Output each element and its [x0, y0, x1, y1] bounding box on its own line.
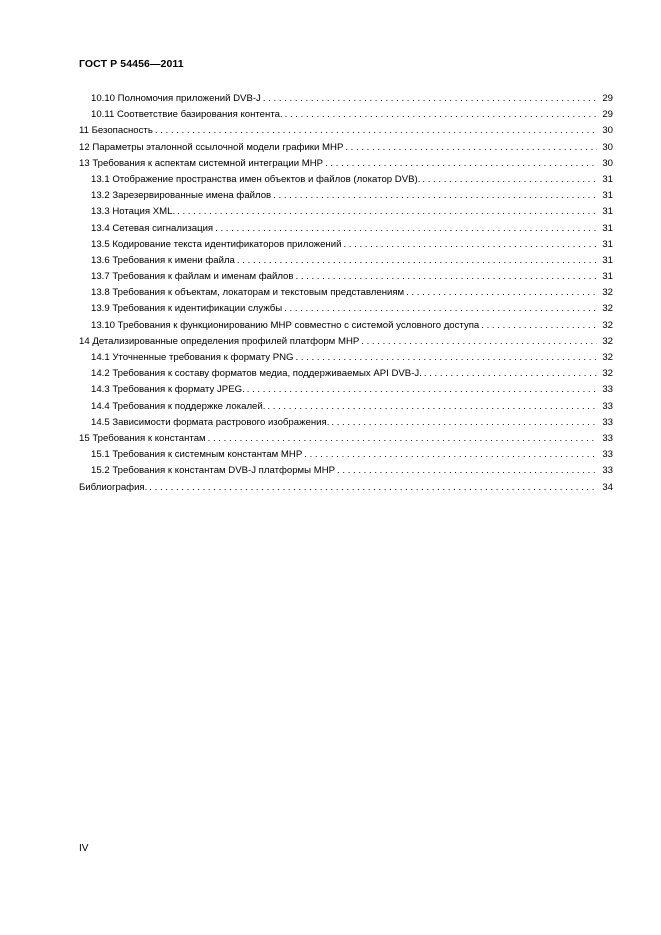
- toc-entry-title: 14.2 Требования к составу форматов медиа, поддерживаемых API DVB-J.: [91, 368, 422, 380]
- toc-entry-page: 29: [602, 93, 613, 104]
- toc-entry: [79, 140, 613, 156]
- toc-entry: [79, 447, 613, 463]
- toc-entry-page: 31: [602, 271, 613, 283]
- toc-entry: [79, 285, 613, 301]
- toc-leader-dots: [237, 253, 597, 269]
- toc-entry: [79, 107, 613, 123]
- toc-entry-title: 12 Параметры эталонной ссылочной модели графики МНР: [79, 141, 344, 153]
- toc-entry: [79, 463, 613, 479]
- toc-leader-dots: [247, 382, 597, 398]
- toc-entry: [79, 204, 613, 220]
- toc-entry: [79, 123, 613, 139]
- toc-entry-page: 31: [602, 222, 613, 234]
- toc-entry-page: 31: [602, 173, 613, 185]
- toc-entry-title: 10.11 Соответствие базирования контента.: [91, 109, 283, 121]
- toc-leader-dots: [155, 123, 597, 139]
- toc-entry-title: 15.2 Требования к константам DVB-J платформы МНР: [91, 465, 336, 477]
- table-of-contents: [79, 91, 613, 496]
- toc-leader-dots: [295, 269, 597, 285]
- toc-entry-title: 13.1 Отображение пространства имен объектов и файлов (локатор DVB).: [91, 173, 421, 185]
- toc-entry-page: 32: [602, 319, 613, 331]
- toc-leader-dots: [345, 140, 597, 156]
- toc-leader-dots: [177, 204, 597, 220]
- toc-leader-dots: [304, 447, 597, 463]
- toc-leader-dots: [285, 107, 597, 123]
- toc-entry: [79, 350, 613, 366]
- page-number: IV: [79, 843, 89, 854]
- toc-entry-page: 33: [602, 384, 613, 396]
- toc-entry-title: 14.5 Зависимости формата растрового изображения.: [91, 416, 330, 428]
- toc-entry-page: 33: [602, 465, 613, 477]
- toc-entry-title: 13.5 Кодирование текста идентификаторов приложений: [91, 238, 342, 250]
- toc-entry-title: Библиография.: [79, 481, 148, 493]
- toc-entry-title: 13.10 Требования к функционированию МНР совместно с системой условного доступа: [91, 319, 480, 331]
- toc-entry: [79, 269, 613, 285]
- toc-entry-page: 33: [602, 449, 613, 461]
- toc-leader-dots: [296, 350, 598, 366]
- toc-entry-page: 32: [602, 287, 613, 299]
- toc-entry: [79, 172, 613, 188]
- toc-entry-title: 13.7 Требования к файлам и именам файлов: [91, 271, 294, 283]
- toc-entry: [79, 221, 613, 237]
- toc-entry-title: 14.4 Требования к поддержке локалей.: [91, 400, 266, 412]
- toc-entry: [79, 415, 613, 431]
- toc-leader-dots: [343, 237, 597, 253]
- toc-entry-title: 15.1 Требования к системным константам МНР: [91, 449, 303, 461]
- toc-entry: [79, 318, 613, 334]
- toc-leader-dots: [337, 463, 597, 479]
- toc-leader-dots: [406, 285, 597, 301]
- toc-entry: [79, 366, 613, 382]
- toc-leader-dots: [422, 172, 597, 188]
- toc-entry-page: 29: [602, 109, 613, 121]
- toc-entry-page: 32: [602, 335, 613, 347]
- toc-entry: [79, 237, 613, 253]
- toc-entry: [79, 301, 613, 317]
- toc-entry: [79, 156, 613, 172]
- toc-entry-page: 31: [602, 238, 613, 250]
- toc-entry: [79, 431, 613, 447]
- toc-entry-title: 11 Безопасность: [79, 125, 153, 137]
- toc-entry-title: 13.3 Нотация XML.: [91, 206, 176, 218]
- toc-entry-page: 33: [602, 432, 613, 444]
- toc-leader-dots: [208, 431, 597, 447]
- toc-leader-dots: [284, 301, 597, 317]
- toc-leader-dots: [325, 156, 597, 172]
- toc-entry-page: 34: [602, 481, 613, 493]
- document-header: ГОСТ Р 54456—2011: [79, 58, 184, 70]
- toc-entry-title: 13 Требования к аспектам системной интеграции МНР: [79, 157, 324, 169]
- toc-entry-page: 32: [602, 352, 613, 363]
- toc-entry-page: 33: [602, 400, 613, 412]
- toc-entry-page: 32: [602, 303, 613, 315]
- toc-leader-dots: [361, 334, 597, 350]
- toc-entry-page: 31: [602, 254, 613, 266]
- toc-entry: [79, 399, 613, 415]
- toc-entry-title: 13.9 Требования к идентификации службы: [91, 303, 283, 315]
- toc-entry-title: 15 Требования к константам: [79, 432, 206, 444]
- toc-entry-page: 33: [602, 416, 613, 428]
- toc-entry-page: 30: [602, 141, 613, 153]
- toc-entry-title: 13.6 Требования к имени файла: [91, 254, 235, 266]
- toc-leader-dots: [267, 399, 597, 415]
- toc-entry: [79, 91, 613, 107]
- toc-entry-title: 13.4 Сетевая сигнализация: [91, 222, 214, 234]
- toc-leader-dots: [263, 91, 597, 107]
- toc-entry: [79, 382, 613, 398]
- toc-entry-page: 30: [602, 157, 613, 169]
- toc-entry-title: 14.3 Требования к формату JPEG.: [91, 384, 245, 396]
- toc-leader-dots: [331, 415, 597, 431]
- toc-entry-page: 30: [602, 125, 613, 137]
- toc-leader-dots: [424, 366, 597, 382]
- toc-leader-dots: [149, 480, 597, 496]
- toc-entry-title: 13.8 Требования к объектам, локаторам и текстовым представлениям: [91, 287, 405, 299]
- toc-leader-dots: [215, 221, 597, 237]
- toc-entry-page: 31: [602, 190, 613, 202]
- toc-entry-title: 10.10 Полномочия приложений DVB-J: [91, 93, 261, 104]
- toc-entry-page: 32: [602, 368, 613, 380]
- toc-leader-dots: [481, 318, 597, 334]
- toc-entry: [79, 253, 613, 269]
- toc-entry: [79, 480, 613, 496]
- toc-entry-title: 13.2 Зарезервированные имена файлов: [91, 190, 272, 202]
- toc-entry-title: 14 Детализированные определения профилей платформ МНР: [79, 335, 360, 347]
- toc-entry: [79, 334, 613, 350]
- toc-entry-page: 31: [602, 206, 613, 218]
- toc-entry-title: 14.1 Уточненные требования к формату PNG: [91, 352, 294, 363]
- toc-entry: [79, 188, 613, 204]
- toc-leader-dots: [273, 188, 597, 204]
